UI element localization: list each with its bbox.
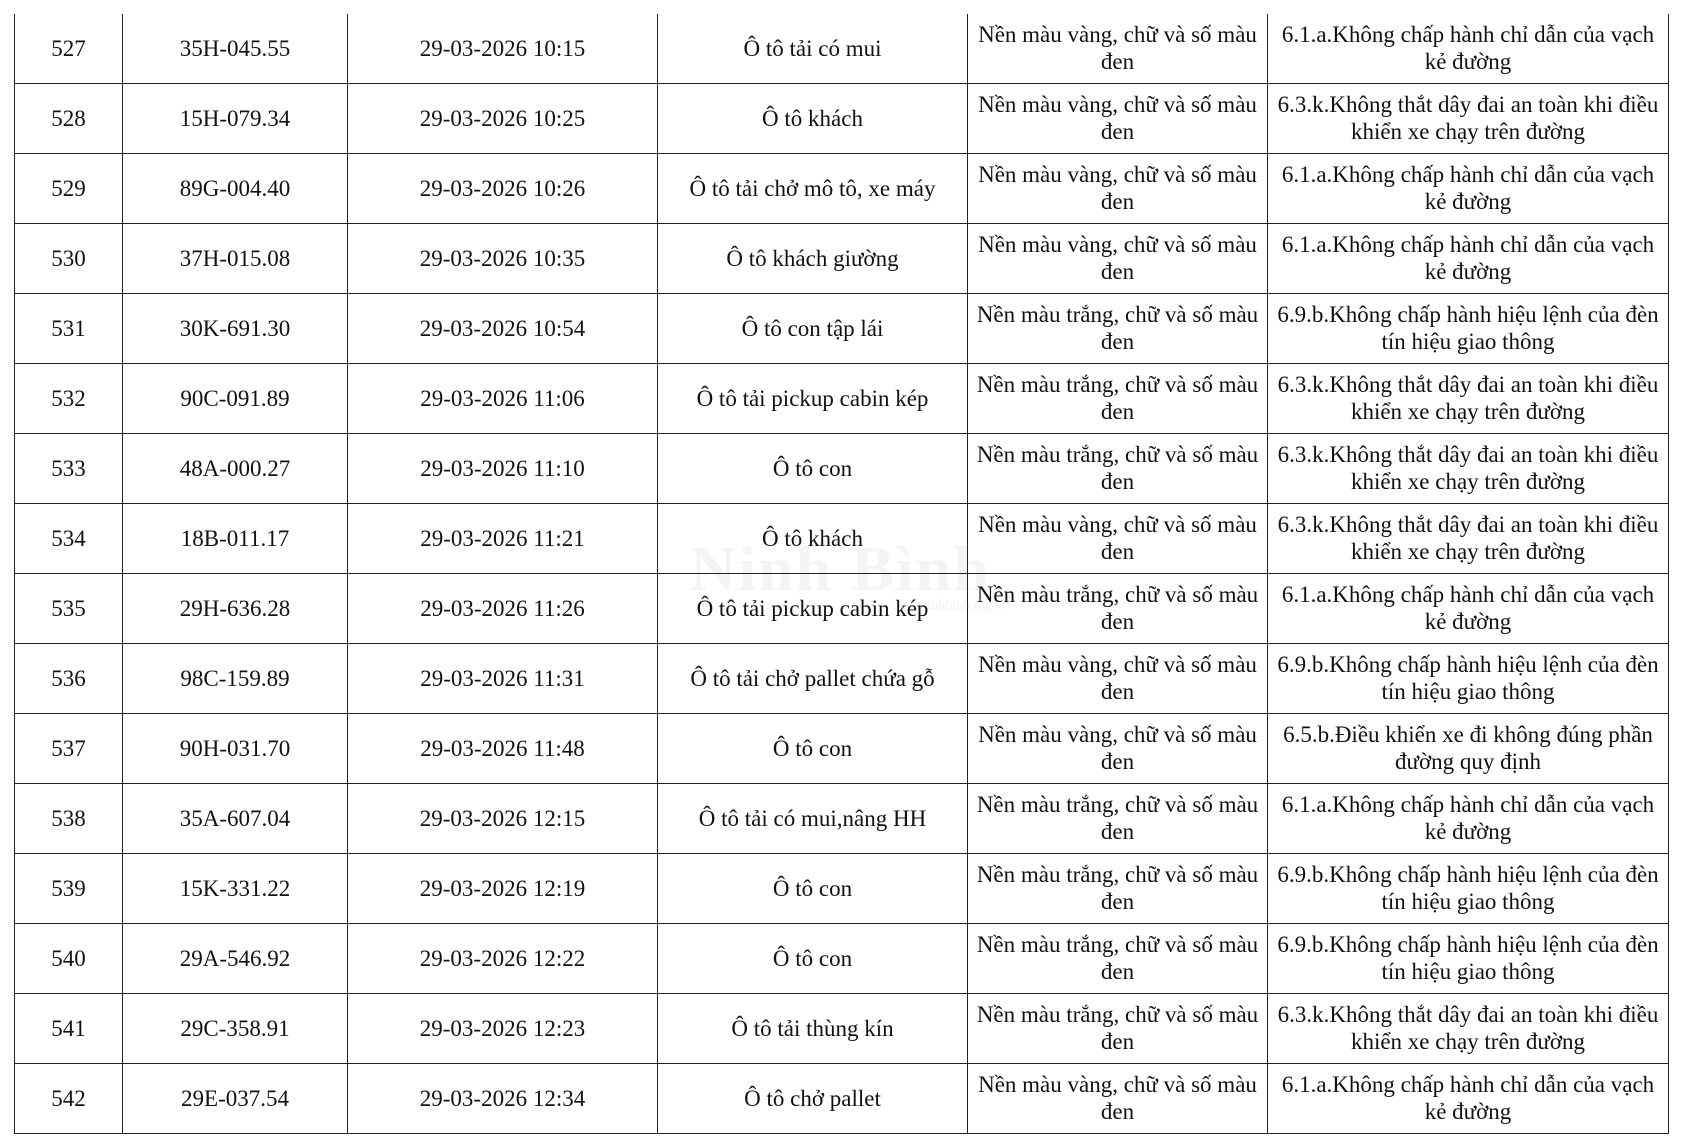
cell-datetime: 29-03-2026 12:34 — [348, 1064, 658, 1134]
cell-violation: 6.3.k.Không thắt dây đai an toàn khi điều khiển xe chạy trên đường — [1268, 504, 1669, 574]
cell-violation: 6.3.k.Không thắt dây đai an toàn khi điều khiển xe chạy trên đường — [1268, 84, 1669, 154]
cell-datetime: 29-03-2026 10:25 — [348, 84, 658, 154]
cell-violation: 6.9.b.Không chấp hành hiệu lệnh của đèn tín hiệu giao thông — [1268, 924, 1669, 994]
cell-stt: 535 — [15, 574, 123, 644]
cell-datetime: 29-03-2026 10:54 — [348, 294, 658, 364]
cell-stt: 540 — [15, 924, 123, 994]
cell-violation: 6.1.a.Không chấp hành chỉ dẫn của vạch kẻ đường — [1268, 154, 1669, 224]
cell-vehicle-type: Ô tô tải pickup cabin kép — [658, 364, 968, 434]
violation-table — [14, 14, 1669, 1134]
cell-stt: 538 — [15, 784, 123, 854]
cell-plate-color: Nền màu trắng, chữ và số màu đen — [968, 434, 1268, 504]
cell-violation: 6.3.k.Không thắt dây đai an toàn khi điều khiển xe chạy trên đường — [1268, 994, 1669, 1064]
cell-violation: 6.9.b.Không chấp hành hiệu lệnh của đèn tín hiệu giao thông — [1268, 854, 1669, 924]
cell-license-plate: 29C-358.91 — [123, 994, 348, 1064]
table-row — [15, 574, 1669, 644]
cell-datetime: 29-03-2026 12:23 — [348, 994, 658, 1064]
cell-datetime: 29-03-2026 11:31 — [348, 644, 658, 714]
table-row — [15, 504, 1669, 574]
cell-plate-color: Nền màu trắng, chữ và số màu đen — [968, 854, 1268, 924]
cell-license-plate: 15K-331.22 — [123, 854, 348, 924]
violation-table-body — [15, 14, 1669, 1134]
cell-violation: 6.9.b.Không chấp hành hiệu lệnh của đèn tín hiệu giao thông — [1268, 294, 1669, 364]
cell-vehicle-type: Ô tô con — [658, 714, 968, 784]
cell-stt: 539 — [15, 854, 123, 924]
cell-vehicle-type: Ô tô khách giường — [658, 224, 968, 294]
cell-violation: 6.3.k.Không thắt dây đai an toàn khi điều khiển xe chạy trên đường — [1268, 434, 1669, 504]
cell-plate-color: Nền màu vàng, chữ và số màu đen — [968, 154, 1268, 224]
violation-table-container — [14, 14, 1668, 1134]
table-row — [15, 924, 1669, 994]
cell-datetime: 29-03-2026 11:21 — [348, 504, 658, 574]
cell-stt: 528 — [15, 84, 123, 154]
cell-stt: 530 — [15, 224, 123, 294]
cell-plate-color: Nền màu vàng, chữ và số màu đen — [968, 14, 1268, 84]
cell-license-plate: 37H-015.08 — [123, 224, 348, 294]
cell-vehicle-type: Ô tô con — [658, 854, 968, 924]
cell-vehicle-type: Ô tô tải có mui,nâng HH — [658, 784, 968, 854]
cell-license-plate: 29H-636.28 — [123, 574, 348, 644]
table-row — [15, 294, 1669, 364]
cell-datetime: 29-03-2026 11:10 — [348, 434, 658, 504]
cell-vehicle-type: Ô tô tải có mui — [658, 14, 968, 84]
cell-violation: 6.1.a.Không chấp hành chỉ dẫn của vạch kẻ đường — [1268, 14, 1669, 84]
cell-stt: 537 — [15, 714, 123, 784]
cell-violation: 6.5.b.Điều khiển xe đi không đúng phần đường quy định — [1268, 714, 1669, 784]
cell-license-plate: 90H-031.70 — [123, 714, 348, 784]
cell-license-plate: 98C-159.89 — [123, 644, 348, 714]
cell-violation: 6.3.k.Không thắt dây đai an toàn khi điều khiển xe chạy trên đường — [1268, 364, 1669, 434]
cell-violation: 6.1.a.Không chấp hành chỉ dẫn của vạch kẻ đường — [1268, 784, 1669, 854]
table-row — [15, 224, 1669, 294]
cell-plate-color: Nền màu vàng, chữ và số màu đen — [968, 504, 1268, 574]
cell-stt: 529 — [15, 154, 123, 224]
cell-datetime: 29-03-2026 10:26 — [348, 154, 658, 224]
cell-stt: 541 — [15, 994, 123, 1064]
cell-vehicle-type: Ô tô con — [658, 924, 968, 994]
cell-datetime: 29-03-2026 12:19 — [348, 854, 658, 924]
table-row — [15, 644, 1669, 714]
table-row — [15, 714, 1669, 784]
cell-violation: 6.1.a.Không chấp hành chỉ dẫn của vạch kẻ đường — [1268, 574, 1669, 644]
cell-violation: 6.1.a.Không chấp hành chỉ dẫn của vạch kẻ đường — [1268, 1064, 1669, 1134]
cell-datetime: 29-03-2026 10:15 — [348, 14, 658, 84]
cell-license-plate: 30K-691.30 — [123, 294, 348, 364]
cell-stt: 542 — [15, 1064, 123, 1134]
table-row — [15, 994, 1669, 1064]
cell-stt: 536 — [15, 644, 123, 714]
table-row — [15, 364, 1669, 434]
cell-license-plate: 35H-045.55 — [123, 14, 348, 84]
cell-plate-color: Nền màu trắng, chữ và số màu đen — [968, 294, 1268, 364]
cell-plate-color: Nền màu vàng, chữ và số màu đen — [968, 84, 1268, 154]
table-row — [15, 1064, 1669, 1134]
table-row — [15, 854, 1669, 924]
table-row — [15, 14, 1669, 84]
cell-plate-color: Nền màu vàng, chữ và số màu đen — [968, 224, 1268, 294]
cell-vehicle-type: Ô tô con — [658, 434, 968, 504]
table-row — [15, 784, 1669, 854]
watermark-url: baoninhbinh.org.vn — [900, 598, 1010, 613]
cell-vehicle-type: Ô tô chở pallet — [658, 1064, 968, 1134]
cell-vehicle-type: Ô tô khách — [658, 504, 968, 574]
cell-violation: 6.9.b.Không chấp hành hiệu lệnh của đèn tín hiệu giao thông — [1268, 644, 1669, 714]
cell-datetime: 29-03-2026 11:06 — [348, 364, 658, 434]
table-row — [15, 434, 1669, 504]
cell-violation: 6.1.a.Không chấp hành chỉ dẫn của vạch kẻ đường — [1268, 224, 1669, 294]
cell-datetime: 29-03-2026 11:26 — [348, 574, 658, 644]
cell-plate-color: Nền màu vàng, chữ và số màu đen — [968, 644, 1268, 714]
cell-plate-color: Nền màu trắng, chữ và số màu đen — [968, 574, 1268, 644]
cell-license-plate: 29A-546.92 — [123, 924, 348, 994]
cell-plate-color: Nền màu trắng, chữ và số màu đen — [968, 924, 1268, 994]
cell-plate-color: Nền màu vàng, chữ và số màu đen — [968, 1064, 1268, 1134]
cell-datetime: 29-03-2026 12:15 — [348, 784, 658, 854]
cell-license-plate: 35A-607.04 — [123, 784, 348, 854]
cell-datetime: 29-03-2026 12:22 — [348, 924, 658, 994]
cell-vehicle-type: Ô tô con tập lái — [658, 294, 968, 364]
cell-plate-color: Nền màu trắng, chữ và số màu đen — [968, 364, 1268, 434]
cell-stt: 533 — [15, 434, 123, 504]
cell-datetime: 29-03-2026 11:48 — [348, 714, 658, 784]
cell-vehicle-type: Ô tô tải chở pallet chứa gỗ — [658, 644, 968, 714]
table-row — [15, 84, 1669, 154]
cell-license-plate: 90C-091.89 — [123, 364, 348, 434]
cell-vehicle-type: Ô tô tải thùng kín — [658, 994, 968, 1064]
table-row — [15, 154, 1669, 224]
cell-license-plate: 89G-004.40 — [123, 154, 348, 224]
cell-plate-color: Nền màu vàng, chữ và số màu đen — [968, 714, 1268, 784]
cell-stt: 527 — [15, 14, 123, 84]
cell-vehicle-type: Ô tô tải chở mô tô, xe máy — [658, 154, 968, 224]
cell-vehicle-type: Ô tô tải pickup cabin kép — [658, 574, 968, 644]
cell-license-plate: 48A-000.27 — [123, 434, 348, 504]
cell-stt: 531 — [15, 294, 123, 364]
cell-plate-color: Nền màu trắng, chữ và số màu đen — [968, 994, 1268, 1064]
cell-vehicle-type: Ô tô khách — [658, 84, 968, 154]
cell-plate-color: Nền màu trắng, chữ và số màu đen — [968, 784, 1268, 854]
cell-stt: 532 — [15, 364, 123, 434]
cell-stt: 534 — [15, 504, 123, 574]
cell-datetime: 29-03-2026 10:35 — [348, 224, 658, 294]
cell-license-plate: 15H-079.34 — [123, 84, 348, 154]
cell-license-plate: 29E-037.54 — [123, 1064, 348, 1134]
cell-license-plate: 18B-011.17 — [123, 504, 348, 574]
